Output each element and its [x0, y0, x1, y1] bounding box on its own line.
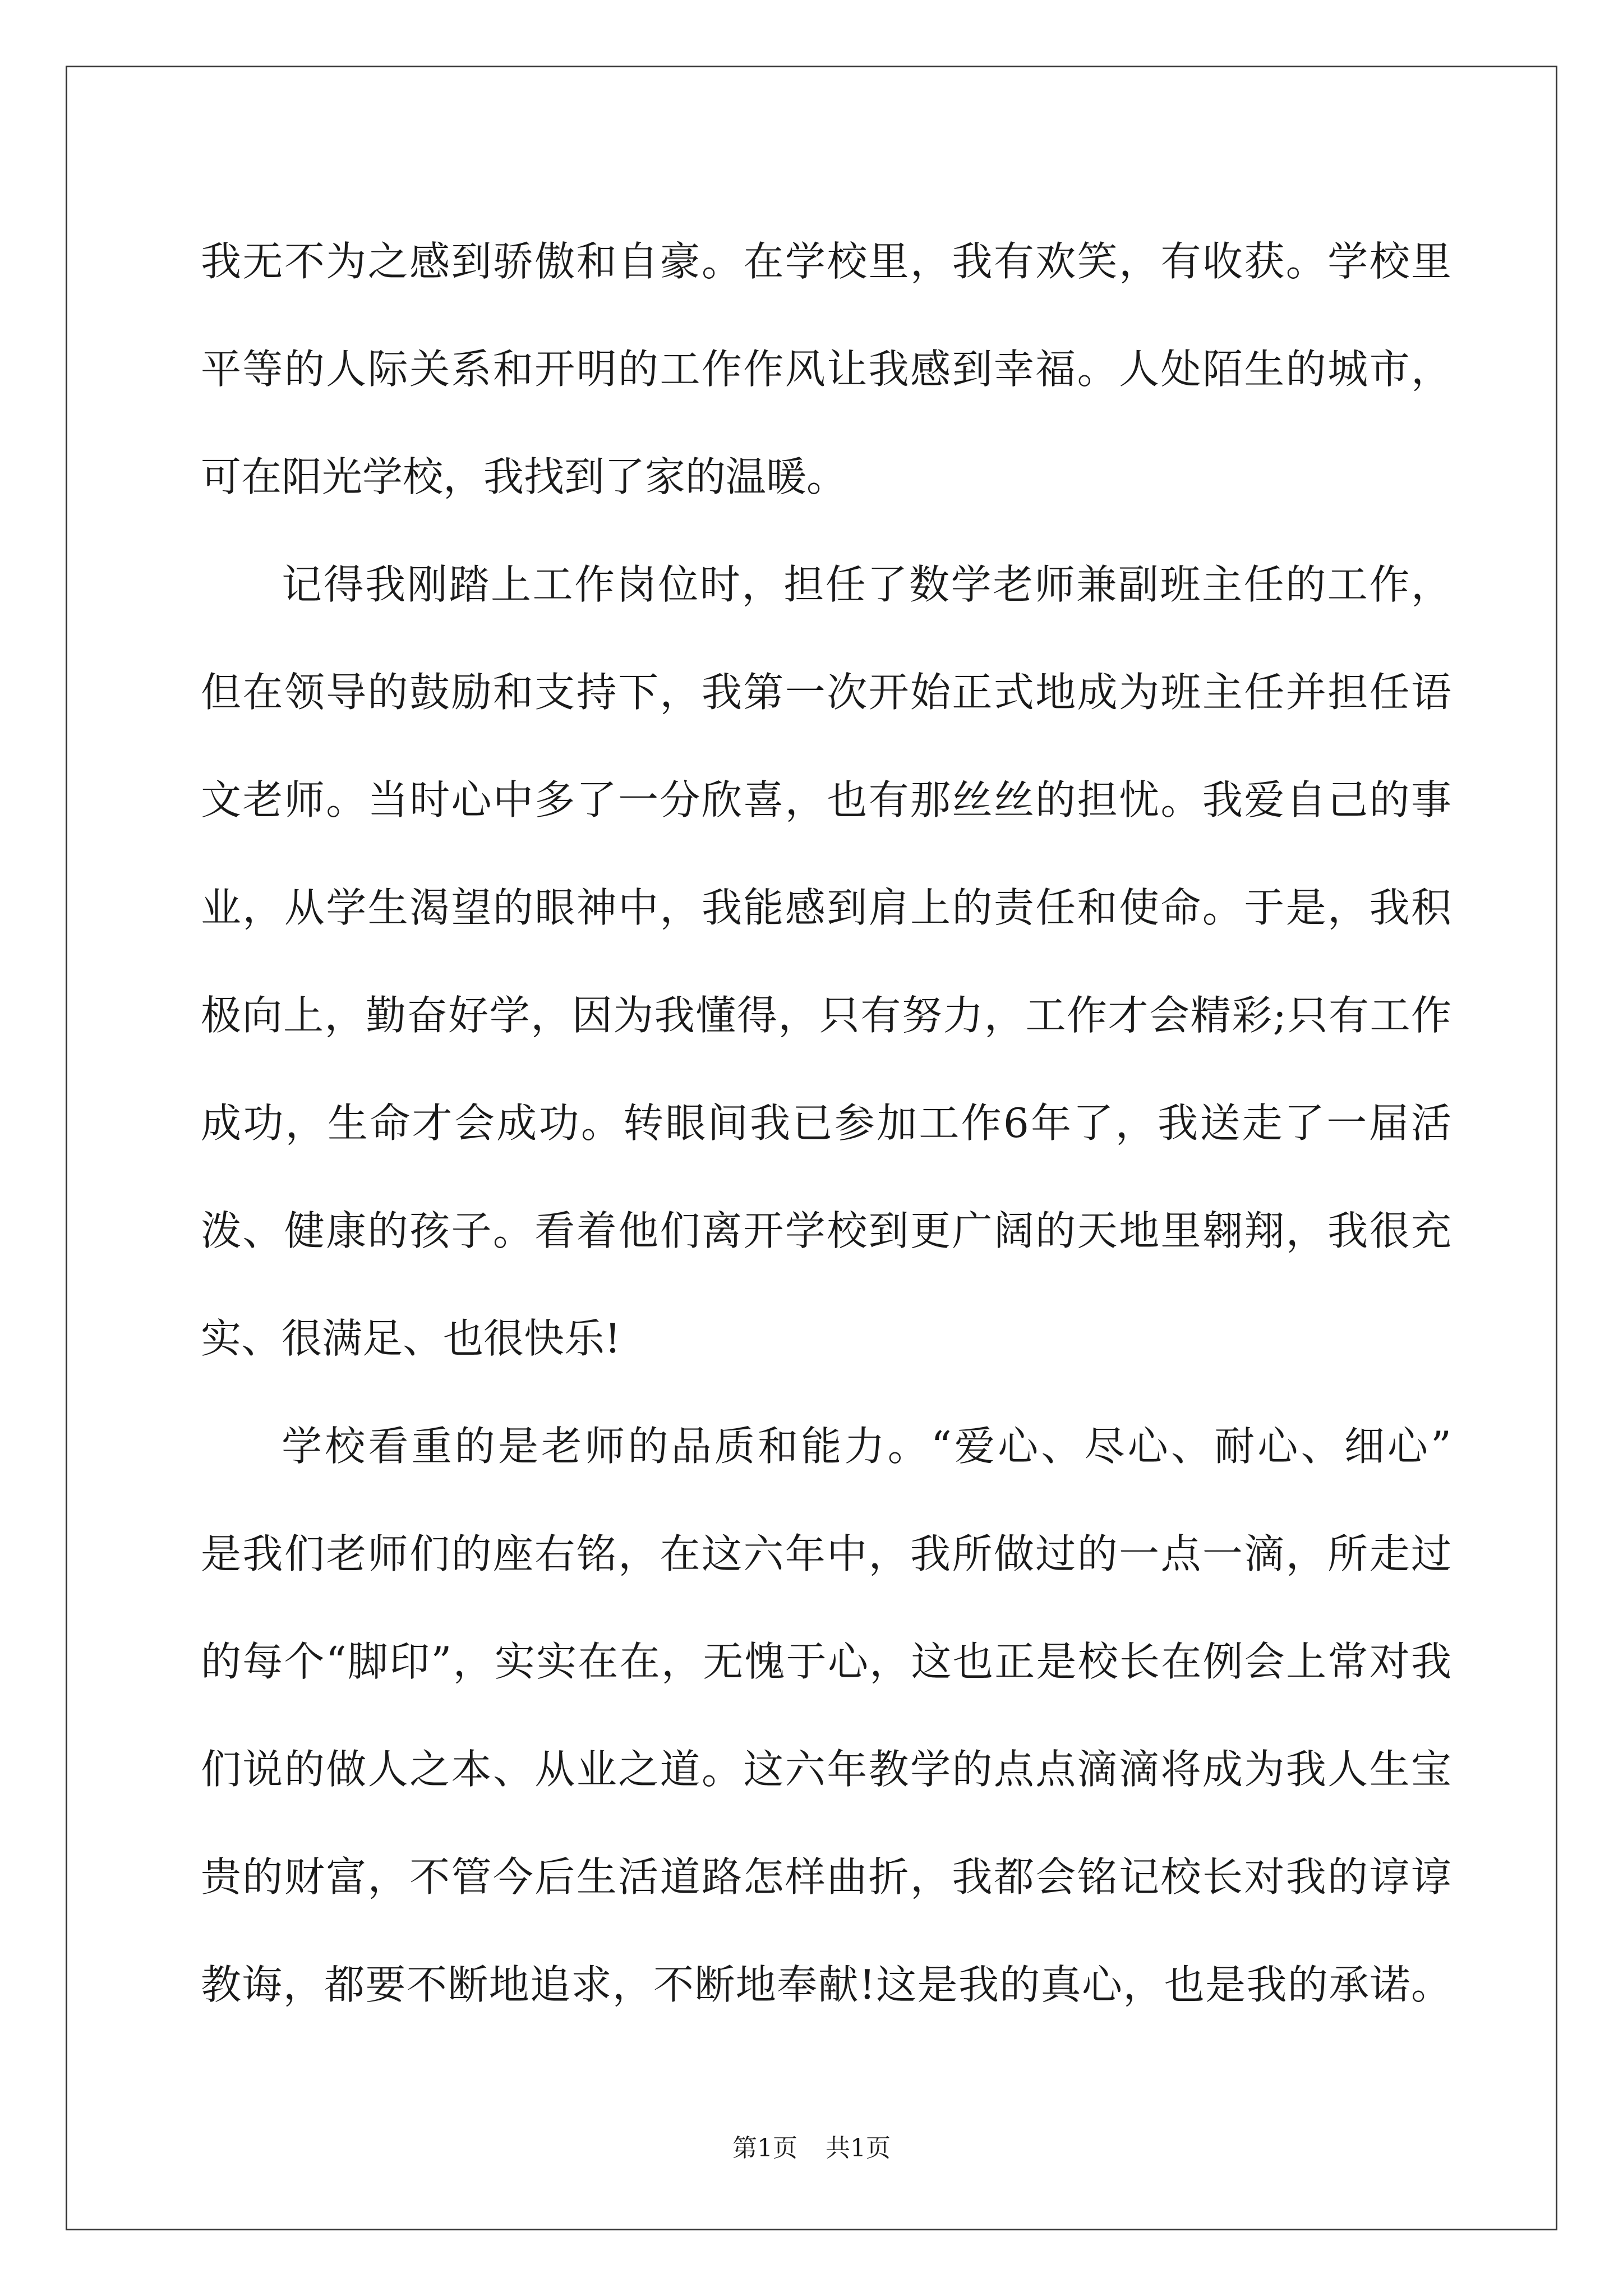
paragraph-first-line: 学校看重的是老师的品质和能力。“爱心、尽心、耐心、细心”	[282, 1423, 1451, 1470]
page-number-current: 第1页	[732, 2134, 797, 2162]
text-line: 我无不为之感到骄傲和自豪。在学校里，我有欢笑，有收获。学校里	[201, 238, 1451, 285]
text-line: 们说的做人之本、从业之道。这六年教学的点点滴滴将成为我人生宝	[201, 1746, 1451, 1793]
text-line: 实、很满足、也很快乐!	[201, 1315, 621, 1362]
text-line: 是我们老师们的座右铭，在这六年中，我所做过的一点一滴，所走过	[201, 1530, 1451, 1577]
text-line: 泼、健康的孩子。看着他们离开学校到更广阔的天地里翱翔，我很充	[201, 1207, 1451, 1254]
text-line: 的每个“脚印”，实实在在，无愧于心，这也正是校长在例会上常对我	[201, 1638, 1451, 1685]
text-line: 业，从学生渴望的眼神中，我能感到肩上的责任和使命。于是，我积	[201, 884, 1451, 931]
text-line: 成功，生命才会成功。转眼间我已参加工作6年了，我送走了一届活	[201, 1099, 1451, 1147]
page-number-total: 共1页	[826, 2134, 891, 2162]
paragraph-first-line: 记得我刚踏上工作岗位时，担任了数学老师兼副班主任的工作，	[282, 561, 1451, 608]
text-line: 教诲，都要不断地追求，不断地奉献!这是我的真心，也是我的承诺。	[201, 1961, 1451, 2008]
page-footer	[0, 2132, 1623, 2165]
text-line: 平等的人际关系和开明的工作作风让我感到幸福。人处陌生的城市，	[201, 346, 1451, 393]
text-line: 极向上，勤奋好学，因为我懂得，只有努力，工作才会精彩;只有工作	[201, 992, 1451, 1039]
document-body	[201, 208, 1451, 2039]
text-line: 文老师。当时心中多了一分欣喜，也有那丝丝的担忧。我爱自己的事	[201, 776, 1451, 823]
text-line: 但在领导的鼓励和支持下，我第一次开始正式地成为班主任并担任语	[201, 669, 1451, 716]
text-line: 可在阳光学校，我找到了家的温暖。	[201, 453, 847, 500]
text-line: 贵的财富，不管今后生活道路怎样曲折，我都会铭记校长对我的谆谆	[201, 1853, 1451, 1901]
